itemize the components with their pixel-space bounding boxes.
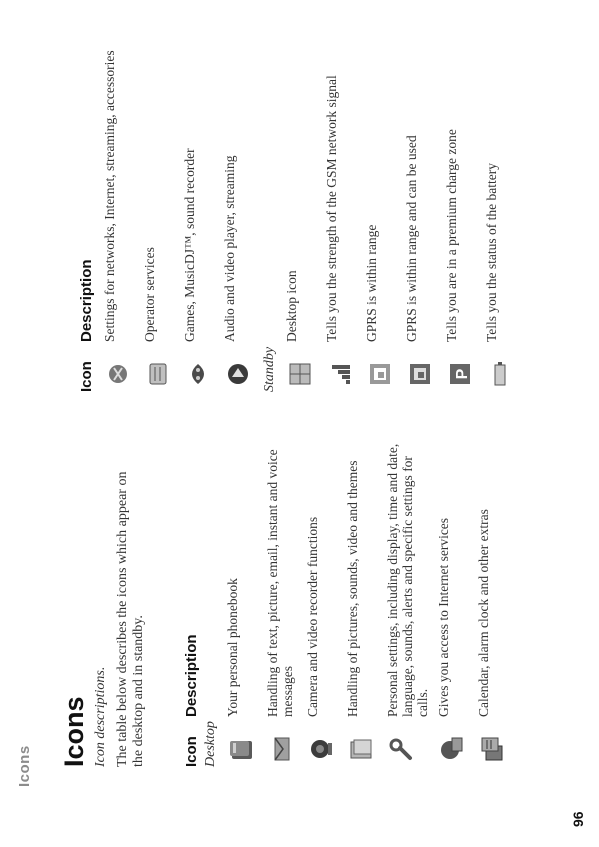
table-row bbox=[222, 22, 256, 392]
table-row bbox=[284, 22, 318, 392]
description-column-header: Description bbox=[78, 259, 95, 342]
left-column bbox=[58, 437, 516, 767]
icon-column-header: Icon bbox=[183, 736, 200, 767]
operator-services-icon bbox=[142, 342, 176, 392]
row-description: Camera and video recorder functions bbox=[305, 516, 320, 717]
page-subtitle: Icon descriptions. bbox=[93, 666, 108, 767]
row-description: Games, MusicDJ™, sound recorder bbox=[182, 148, 197, 342]
signal-strength-icon bbox=[324, 342, 358, 392]
gprs-range-icon bbox=[364, 342, 398, 392]
row-description: Audio and video player, streaming bbox=[222, 155, 237, 342]
phonebook-icon bbox=[225, 717, 259, 767]
row-description: Handling of text, picture, email, instant and voice messages bbox=[265, 449, 295, 717]
connectivity-icon bbox=[102, 342, 136, 392]
entertainment-icon bbox=[182, 342, 216, 392]
row-description: Gives you access to Internet services bbox=[436, 517, 451, 717]
row-description: Calendar, alarm clock and other extras bbox=[476, 509, 491, 717]
table-row bbox=[102, 22, 136, 392]
internet-services-icon bbox=[436, 717, 470, 767]
table-row bbox=[404, 22, 438, 392]
row-description: Handling of pictures, sounds, video and themes bbox=[345, 460, 360, 717]
table-row bbox=[364, 22, 398, 392]
table-row bbox=[142, 22, 176, 392]
page-title: Icons bbox=[59, 696, 89, 767]
table-row bbox=[324, 22, 358, 392]
row-description: Operator services bbox=[142, 247, 157, 342]
row-description: Settings for networks, Internet, streaming, accessories bbox=[102, 50, 117, 342]
table-row bbox=[484, 22, 518, 392]
organizer-icon bbox=[476, 717, 510, 767]
table-row bbox=[265, 437, 299, 767]
table-row bbox=[436, 437, 470, 767]
row-description: Your personal phonebook bbox=[225, 578, 240, 717]
table-header bbox=[183, 437, 201, 767]
table-row bbox=[225, 437, 259, 767]
row-description: Tells you the strength of the GSM network signal bbox=[324, 75, 339, 342]
svg-text:P: P bbox=[454, 368, 471, 380]
desktop-grid-icon bbox=[284, 342, 318, 392]
description-column-header: Description bbox=[183, 634, 200, 717]
section-header: Icons bbox=[16, 745, 33, 787]
file-manager-icon bbox=[345, 717, 379, 767]
camera-icon bbox=[305, 717, 339, 767]
battery-icon bbox=[484, 342, 518, 392]
table-row bbox=[345, 437, 379, 767]
gprs-usable-icon bbox=[404, 342, 438, 392]
right-column bbox=[78, 22, 524, 392]
row-description: Personal settings, including display, time and date, language, sounds, alerts and specific settings for calls. bbox=[385, 443, 430, 717]
page-number: 96 bbox=[570, 811, 586, 827]
row-description: Desktop icon bbox=[284, 270, 299, 342]
table-row bbox=[444, 22, 478, 392]
desktop-group-title: Desktop bbox=[203, 721, 218, 767]
icon-column-header: Icon bbox=[78, 361, 95, 392]
premium-zone-icon bbox=[444, 342, 478, 392]
table-row bbox=[182, 22, 216, 392]
row-description: Tells you are in a premium charge zone bbox=[444, 129, 459, 342]
row-description: GPRS is within range and can be used bbox=[404, 135, 419, 342]
intro-paragraph: The table below describes the icons which appear on the desktop and in standby. bbox=[115, 471, 146, 767]
table-row bbox=[385, 437, 430, 767]
row-description: Tells you the status of the battery bbox=[484, 162, 499, 342]
standby-group-title: Standby bbox=[262, 346, 277, 392]
messaging-icon bbox=[265, 717, 299, 767]
table-row bbox=[476, 437, 510, 767]
table-row bbox=[305, 437, 339, 767]
row-description: GPRS is within range bbox=[364, 224, 379, 342]
table-header bbox=[78, 22, 96, 392]
media-player-icon bbox=[222, 342, 256, 392]
settings-icon bbox=[385, 717, 419, 767]
